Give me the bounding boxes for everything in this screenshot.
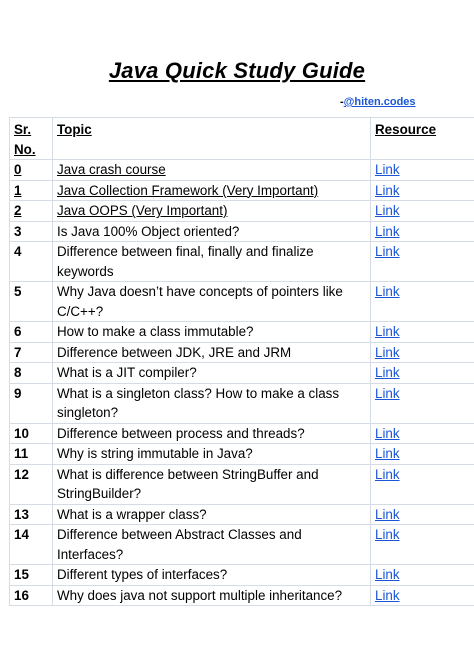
resource-link[interactable]: Link bbox=[375, 466, 400, 482]
resource-link[interactable]: Link bbox=[375, 284, 400, 299]
row-number: 0 bbox=[10, 160, 53, 181]
row-topic: Different types of interfaces? bbox=[53, 565, 371, 586]
table-row bbox=[10, 342, 474, 363]
resource-link[interactable]: Link bbox=[375, 425, 400, 441]
resource-link[interactable]: Link bbox=[375, 385, 400, 401]
author-handle-link[interactable]: @hiten.codes bbox=[343, 96, 416, 108]
row-number: 7 bbox=[10, 342, 53, 363]
row-number: 1 bbox=[10, 180, 53, 201]
author-prefix: - bbox=[340, 96, 344, 108]
resource-link[interactable]: Link bbox=[375, 365, 400, 380]
resource-link[interactable]: Link bbox=[375, 324, 400, 339]
table-row bbox=[10, 464, 474, 504]
table-row bbox=[10, 585, 474, 606]
row-number: 11 bbox=[10, 444, 53, 465]
table-row bbox=[10, 242, 474, 282]
row-number: 12 bbox=[10, 464, 53, 504]
row-topic: What is difference between StringBuffer and StringBuilder? bbox=[53, 464, 371, 504]
row-topic: Difference between process and threads? bbox=[53, 423, 371, 444]
resource-link[interactable]: Link bbox=[375, 567, 400, 582]
table-row bbox=[10, 160, 474, 181]
resource-link[interactable]: Link bbox=[375, 244, 400, 259]
resource-link[interactable]: Link bbox=[375, 587, 400, 603]
table-row bbox=[10, 525, 474, 565]
row-topic: Java crash course bbox=[53, 160, 371, 181]
resource-link[interactable]: Link bbox=[375, 527, 400, 542]
row-number: 16 bbox=[10, 585, 53, 606]
row-topic: Java Collection Framework (Very Important) bbox=[53, 180, 371, 201]
row-topic: What is a singleton class? How to make a class singleton? bbox=[53, 383, 371, 423]
table-header-row bbox=[10, 118, 474, 160]
row-topic: Why is string immutable in Java? bbox=[53, 444, 371, 465]
topics-table bbox=[9, 117, 474, 606]
row-number: 15 bbox=[10, 565, 53, 586]
table-row bbox=[10, 504, 474, 525]
table-row bbox=[10, 282, 474, 322]
row-number: 14 bbox=[10, 525, 53, 565]
table-row bbox=[10, 180, 474, 201]
row-number: 4 bbox=[10, 242, 53, 282]
header-sr-no: Sr. No. bbox=[10, 118, 53, 160]
table-row bbox=[10, 423, 474, 444]
table-body bbox=[10, 160, 474, 606]
resource-link[interactable]: Link bbox=[375, 446, 400, 461]
header-topic: Topic bbox=[53, 118, 371, 160]
row-topic: Difference between JDK, JRE and JRM bbox=[53, 342, 371, 363]
row-number: 10 bbox=[10, 423, 53, 444]
row-topic: Difference between Abstract Classes and Interfaces? bbox=[53, 525, 371, 565]
row-number: 6 bbox=[10, 322, 53, 343]
row-number: 9 bbox=[10, 383, 53, 423]
row-topic: How to make a class immutable? bbox=[53, 322, 371, 343]
row-number: 13 bbox=[10, 504, 53, 525]
row-topic: Difference between final, finally and finalize keywords bbox=[53, 242, 371, 282]
resource-link[interactable]: Link bbox=[375, 162, 400, 177]
row-topic: Why does java not support multiple inheritance? bbox=[53, 585, 371, 606]
row-topic: Java OOPS (Very Important) bbox=[53, 201, 371, 222]
table-row bbox=[10, 322, 474, 343]
table-row bbox=[10, 221, 474, 242]
row-topic: Is Java 100% Object oriented? bbox=[53, 221, 371, 242]
table-row bbox=[10, 444, 474, 465]
row-number: 3 bbox=[10, 221, 53, 242]
row-topic: What is a wrapper class? bbox=[53, 504, 371, 525]
row-number: 2 bbox=[10, 201, 53, 222]
resource-link[interactable]: Link bbox=[375, 223, 400, 239]
page-title: Java Quick Study Guide bbox=[108, 58, 366, 83]
resource-link[interactable]: Link bbox=[375, 203, 400, 218]
row-topic: Why Java doesn’t have concepts of pointers like C/C++? bbox=[53, 282, 371, 322]
resource-link[interactable]: Link bbox=[375, 182, 400, 198]
resource-link[interactable]: Link bbox=[375, 506, 400, 522]
resource-link[interactable]: Link bbox=[375, 344, 400, 360]
author-credit bbox=[340, 96, 416, 108]
table-row bbox=[10, 383, 474, 423]
table-row bbox=[10, 565, 474, 586]
row-topic: What is a JIT compiler? bbox=[53, 363, 371, 384]
row-number: 8 bbox=[10, 363, 53, 384]
header-resource: Resource bbox=[371, 118, 474, 160]
row-number: 5 bbox=[10, 282, 53, 322]
table-row bbox=[10, 201, 474, 222]
table-row bbox=[10, 363, 474, 384]
